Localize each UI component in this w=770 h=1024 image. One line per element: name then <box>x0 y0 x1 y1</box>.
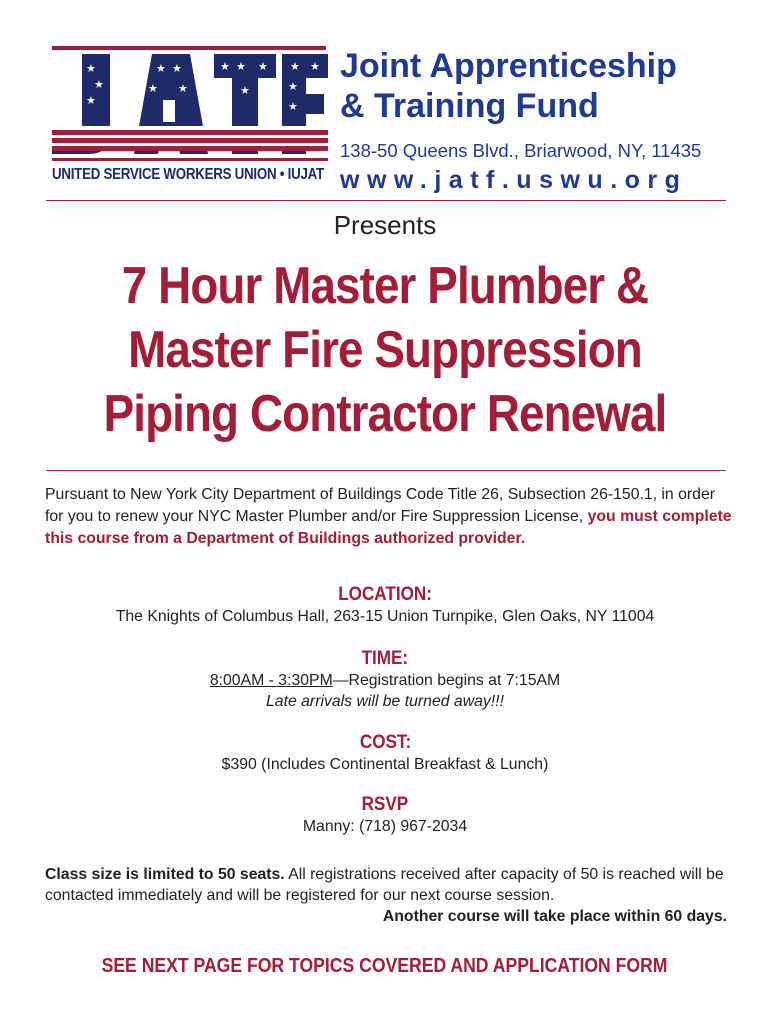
rsvp-section <box>0 794 770 837</box>
svg-text:★: ★ <box>240 84 250 97</box>
cost-heading: COST: <box>359 732 411 753</box>
course-title-line2: Master Fire Suppression <box>128 321 642 379</box>
letterhead <box>48 42 728 192</box>
intro-text: Pursuant to New York City Department of Buildings Code Title 26, Subsection 26-150.1, in order for you to renew your NYC Master Plumber and/or Fire Suppression License, <box>45 486 715 525</box>
time-heading: TIME: <box>361 648 409 669</box>
footer-text: SEE NEXT PAGE FOR TOPICS COVERED AND APPLICATION FORM <box>102 955 668 977</box>
organization-info <box>340 46 735 195</box>
svg-text:★: ★ <box>288 80 298 93</box>
time-registration: —Registration begins at 7:15AM <box>332 672 561 689</box>
course-title-line1: 7 Hour Master Plumber & <box>121 257 649 315</box>
intro-highlight: you must complete this course from a Department of Buildings authorized provider. <box>45 508 732 547</box>
presents-label: Presents <box>333 210 437 240</box>
svg-text:★: ★ <box>86 94 96 107</box>
time-line <box>0 670 770 691</box>
rsvp-contact[interactable]: Manny: (718) 967-2034 <box>302 818 468 835</box>
class-size-notice <box>45 864 727 927</box>
svg-text:★: ★ <box>172 62 182 75</box>
location-text: The Knights of Columbus Hall, 263-15 Union Turnpike, Glen Oaks, NY 11004 <box>115 608 655 625</box>
cost-text: $390 (Includes Continental Breakfast & Lunch) <box>221 756 549 773</box>
org-name-line1: Joint Apprenticeship <box>340 47 677 85</box>
svg-text:★: ★ <box>258 60 268 73</box>
svg-text:★: ★ <box>290 60 300 73</box>
location-heading: LOCATION: <box>338 584 432 605</box>
time-section <box>0 648 770 712</box>
notice-closing: Another course will take place within 60 days. <box>382 908 727 925</box>
header-divider <box>46 200 726 201</box>
svg-text:★: ★ <box>86 62 96 75</box>
org-name-line2: & Training Fund <box>340 87 599 125</box>
course-title <box>0 254 770 446</box>
svg-text:★: ★ <box>236 60 246 73</box>
svg-text:★: ★ <box>310 60 320 73</box>
jatf-logo <box>48 42 330 192</box>
time-hours: 8:00AM - 3:30PM <box>209 672 333 689</box>
svg-text:★: ★ <box>178 82 188 95</box>
course-title-line3: Piping Contractor Renewal <box>103 385 667 443</box>
org-address: 138-50 Queens Blvd., Briarwood, NY, 11435 <box>340 140 702 161</box>
svg-text:★: ★ <box>94 78 104 91</box>
org-website[interactable]: www.jatf.uswu.org <box>340 166 688 194</box>
cost-section <box>0 732 770 775</box>
title-divider <box>46 470 726 471</box>
late-warning: Late arrivals will be turned away!!! <box>266 693 504 710</box>
svg-text:★: ★ <box>288 100 298 113</box>
union-name: UNITED SERVICE WORKERS UNION • IUJAT <box>52 166 324 183</box>
notice-text: All registrations received after capacity of 50 is reached will be contacted immediately and will be registered for our next course session. <box>45 866 724 904</box>
intro-paragraph <box>45 484 735 550</box>
location-section <box>0 584 770 627</box>
footer-callout <box>0 955 770 978</box>
jatf-logo-graphic <box>48 42 330 164</box>
svg-text:★: ★ <box>148 82 158 95</box>
svg-text:★: ★ <box>220 60 230 73</box>
svg-text:★: ★ <box>156 62 166 75</box>
rsvp-heading: RSVP <box>361 794 409 815</box>
notice-bold: Class size is limited to 50 seats. <box>45 866 285 883</box>
